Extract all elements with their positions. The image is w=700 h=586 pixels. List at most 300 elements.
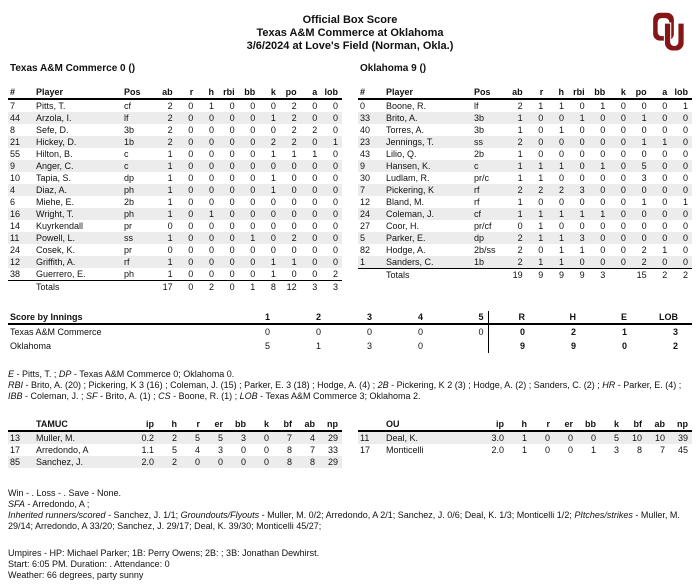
cell: pr/cf: [474, 221, 492, 231]
cell: 24: [360, 209, 371, 219]
cell: Anger, C.: [36, 161, 74, 171]
cell: 0: [291, 245, 297, 255]
cell: ph: [124, 269, 135, 279]
cell: 9: [527, 269, 548, 282]
column-header: TAMUC: [34, 418, 130, 431]
column-header: Score by Innings: [8, 311, 233, 324]
column-header: k: [600, 418, 623, 431]
column-header: ab: [506, 86, 527, 99]
cell: 0: [682, 113, 688, 123]
cell: 0: [240, 445, 246, 455]
cell: 5: [360, 233, 366, 243]
cell: 12: [10, 257, 21, 267]
cell: 0: [662, 185, 668, 195]
column-header: E: [590, 311, 641, 324]
cell: 0: [641, 149, 647, 159]
table-row: [8, 444, 342, 456]
cell: 0: [682, 185, 688, 195]
cell: 1: [558, 101, 564, 111]
column-header: #: [358, 86, 384, 99]
column-header: a: [651, 86, 672, 99]
cell: 0: [538, 197, 544, 207]
table-row: [358, 112, 692, 124]
note-line: Win - . Loss - . Save - None.: [8, 488, 122, 498]
ou-logo-icon: [650, 10, 686, 56]
cell: 17: [360, 445, 371, 455]
cell: 0: [682, 149, 688, 159]
cell: 15: [630, 269, 651, 282]
column-header: np: [669, 418, 692, 431]
cell: 2: [641, 245, 647, 255]
cell: 1: [270, 269, 276, 279]
cell: 1: [558, 161, 564, 171]
cell: Hickey, D.: [36, 137, 77, 147]
cell: c: [124, 149, 129, 159]
column-header: er: [554, 418, 577, 431]
cell: 1: [641, 113, 647, 123]
cell: 0: [188, 209, 194, 219]
home-pitching-table: [358, 418, 692, 456]
cell: 29: [327, 433, 338, 443]
cell: 0: [579, 149, 585, 159]
away-batting-table: [8, 86, 342, 293]
cell: [8, 281, 34, 294]
cell: 0: [620, 125, 626, 135]
cell: 1: [167, 233, 173, 243]
table-row: [358, 232, 692, 244]
cell: 0: [620, 221, 626, 231]
cell: 0: [312, 173, 318, 183]
cell: 0: [208, 161, 214, 171]
note-line: E - Pitts, T. ; DP - Texas A&M Commerce 0; Oklahoma 0.: [8, 369, 235, 379]
cell: 0: [312, 113, 318, 123]
column-header: lob: [671, 86, 692, 99]
cell: Arzola, I.: [36, 113, 72, 123]
cell: 5: [171, 445, 177, 455]
cell: 0: [208, 233, 214, 243]
column-header: ip: [130, 418, 158, 431]
cell: 1: [538, 221, 544, 231]
column-header: 2: [284, 311, 335, 324]
column-header: ip: [480, 418, 508, 431]
cell: 24: [10, 245, 21, 255]
cell: 3: [240, 433, 246, 443]
cell: 2: [517, 233, 523, 243]
cell: 0: [641, 101, 647, 111]
cell: Lilio, Q.: [386, 149, 417, 159]
cell: 1: [558, 257, 564, 267]
cell: 3: [589, 269, 610, 282]
cell: 0: [620, 113, 626, 123]
cell: 1: [517, 125, 523, 135]
cell: 2: [517, 245, 523, 255]
cell: 0: [641, 125, 647, 135]
cell: 0: [194, 457, 200, 467]
cell: Coleman, J.: [386, 209, 435, 219]
cell: [609, 269, 630, 282]
game-notes-mid: [0, 488, 700, 532]
cell: 0: [567, 445, 573, 455]
cell: 3b: [474, 113, 485, 123]
cell: 1: [558, 209, 564, 219]
cell: 12: [360, 197, 371, 207]
cell: 0: [620, 149, 626, 159]
date-venue: 3/6/2024 at Love's Field (Norman, Okla.): [246, 40, 454, 52]
cell: 0: [208, 125, 214, 135]
cell: 7: [309, 445, 315, 455]
column-header: np: [319, 418, 342, 431]
cell: 0: [682, 173, 688, 183]
column-header: 3: [335, 311, 386, 324]
cell: pr: [124, 221, 133, 231]
cell: 2: [291, 137, 297, 147]
cell: rf: [124, 257, 130, 267]
pitching-section: [0, 418, 700, 468]
cell: 55: [10, 149, 21, 159]
cell: 0: [662, 113, 668, 123]
cell: 0: [682, 209, 688, 219]
cell: 1.1: [141, 445, 154, 455]
cell: 9: [568, 269, 589, 282]
cell: 10: [654, 433, 665, 443]
header-row: [8, 86, 342, 99]
cell: 1: [291, 149, 297, 159]
cell: 0: [600, 221, 606, 231]
cell: 0: [332, 233, 338, 243]
cell: Totals: [384, 269, 472, 282]
column-header: Pos: [472, 86, 506, 99]
table-row: [358, 172, 692, 184]
home-team-header: Oklahoma 9 (): [360, 63, 427, 74]
table-row: [358, 256, 692, 269]
totals-row: [358, 269, 692, 282]
cell: 11: [360, 433, 370, 443]
cell: 2.0: [491, 445, 504, 455]
away-pitching-column: [8, 418, 342, 468]
cell: 5: [217, 433, 223, 443]
cell: 0: [188, 137, 194, 147]
cell: 2: [517, 257, 523, 267]
cell: 1: [558, 245, 564, 255]
cell: 9: [547, 269, 568, 282]
cell: ss: [474, 137, 483, 147]
cell: 0: [332, 209, 338, 219]
column-header: r: [181, 418, 204, 431]
cell: 0: [600, 245, 606, 255]
cell: 0: [662, 125, 668, 135]
away-team-header: Texas A&M Commerce 0 (): [10, 63, 136, 74]
column-header: bb: [577, 418, 600, 431]
column-header: ab: [296, 418, 319, 431]
cell: 2: [672, 341, 678, 351]
cell: 40: [360, 125, 371, 135]
cell: 0: [312, 101, 318, 111]
cell: 2: [641, 257, 647, 267]
note-line: Umpires - HP: Michael Parker; 1B: Perry Owens; 2B: ; 3B: Jonathan Dewhirst.: [8, 548, 320, 558]
cell: 0: [620, 257, 626, 267]
cell: 0: [558, 149, 564, 159]
column-header: R: [488, 311, 539, 324]
cell: 0: [270, 101, 276, 111]
cell: 0: [229, 101, 235, 111]
cell: 1: [167, 269, 173, 279]
cell: Miehe, E.: [36, 197, 75, 207]
cell: Tapia, S.: [36, 173, 72, 183]
cell: 0: [558, 113, 564, 123]
cell: 1: [600, 101, 606, 111]
cell: 0: [538, 149, 544, 159]
cell: 0: [291, 197, 297, 207]
cell: 0: [312, 197, 318, 207]
cell: 0: [188, 185, 194, 195]
cell: 0: [579, 257, 585, 267]
matchup-title: Texas A&M Commerce at Oklahoma: [256, 27, 444, 39]
cell: 2: [291, 113, 297, 123]
cell: 1: [538, 101, 544, 111]
column-header: h: [158, 418, 181, 431]
cell: 0: [229, 113, 235, 123]
cell: 0: [208, 149, 214, 159]
cell: 0: [229, 269, 235, 279]
table-row: [358, 136, 692, 148]
note-line: Start: 6:05 PM. Duration: . Attendance: 0: [8, 559, 170, 569]
cell: 0: [662, 149, 668, 159]
home-batting-column: [358, 53, 692, 281]
cell: 7: [659, 445, 665, 455]
cell: 44: [10, 113, 21, 123]
cell: 33: [360, 113, 371, 123]
cell: 2b: [474, 149, 485, 159]
cell: 0: [208, 113, 214, 123]
cell: 13: [10, 433, 21, 443]
table-row: [358, 444, 692, 456]
cell: 0: [250, 221, 256, 231]
table-row: [8, 184, 342, 196]
cell: 16: [10, 209, 21, 219]
cell: 0: [270, 245, 276, 255]
cell: 30: [360, 173, 371, 183]
cell: 33: [327, 445, 338, 455]
cell: 9: [360, 161, 366, 171]
cell: 0: [620, 233, 626, 243]
cell: 2: [312, 125, 318, 135]
cell: Coor, H.: [386, 221, 420, 231]
cell: 0: [558, 173, 564, 183]
table-row: [8, 172, 342, 184]
cell: 39: [677, 433, 688, 443]
cell: 5: [641, 161, 647, 171]
cell: 1: [621, 327, 627, 337]
column-header: Player: [34, 86, 122, 99]
cell: 0: [579, 173, 585, 183]
cell: 0: [240, 457, 246, 467]
column-header: #: [8, 86, 34, 99]
cell: Cosek, K.: [36, 245, 76, 255]
column-header: LOB: [641, 311, 692, 324]
cell: 1: [270, 257, 276, 267]
cell: 9: [10, 161, 16, 171]
cell: 0: [229, 221, 235, 231]
cell: 12: [280, 281, 301, 294]
column-header: bb: [239, 86, 260, 99]
cell: 82: [360, 245, 371, 255]
cell: 0: [579, 125, 585, 135]
away-pitching-table: [8, 418, 342, 468]
table-row: [8, 256, 342, 268]
column-header: bb: [227, 418, 250, 431]
cell: 0: [544, 433, 550, 443]
home-pitching-column: [358, 418, 692, 456]
cell: 0: [312, 245, 318, 255]
cell: 0: [177, 281, 198, 294]
cell: [437, 339, 488, 353]
cell: 0: [263, 445, 269, 455]
cell: 3: [321, 281, 342, 294]
cell: 1: [360, 257, 366, 267]
cell: 0: [590, 433, 596, 443]
column-header: ab: [156, 86, 177, 99]
column-header: h: [508, 418, 531, 431]
cell: 0: [641, 233, 647, 243]
cell: 0: [641, 221, 647, 231]
cell: 45: [677, 445, 688, 455]
cell: 1: [579, 245, 585, 255]
header-row: [358, 418, 692, 431]
cell: 0: [250, 101, 256, 111]
cell: Deal, K.: [386, 433, 419, 443]
cell: 0: [312, 221, 318, 231]
cell: 0: [208, 221, 214, 231]
column-header: po: [280, 86, 301, 99]
cell: 0: [600, 125, 606, 135]
cell: 0: [291, 173, 297, 183]
cell: 3: [579, 233, 585, 243]
cell: 0: [263, 433, 269, 443]
cell: 8: [309, 457, 315, 467]
cell: 0: [217, 457, 223, 467]
header-row: [8, 418, 342, 431]
cell: 7: [10, 101, 16, 111]
cell: [358, 269, 384, 282]
cell: 0: [270, 161, 276, 171]
column-header: er: [204, 418, 227, 431]
cell: 0: [291, 161, 297, 171]
cell: 0: [312, 161, 318, 171]
cell: 3: [672, 327, 678, 337]
cell: 1: [517, 161, 523, 171]
cell: 2: [517, 185, 523, 195]
cell: 1b: [124, 137, 135, 147]
cell: 1: [600, 209, 606, 219]
cell: 2: [570, 327, 576, 337]
cell: 0: [208, 137, 214, 147]
table-row: [358, 184, 692, 196]
cell: 0: [620, 209, 626, 219]
cell: 38: [10, 269, 21, 279]
cell: 0: [682, 221, 688, 231]
cell: 0: [332, 197, 338, 207]
cell: 0: [579, 161, 585, 171]
cell: c: [124, 161, 129, 171]
cell: 5: [613, 433, 619, 443]
cell: Jennings, T.: [386, 137, 434, 147]
cell: Hilton, B.: [36, 149, 73, 159]
cell: 0: [682, 245, 688, 255]
column-header: bb: [589, 86, 610, 99]
cell: 0: [662, 101, 668, 111]
cell: Pitts, T.: [36, 101, 66, 111]
cell: 0: [250, 257, 256, 267]
cell: Diaz, A.: [36, 185, 68, 195]
cell: 0: [188, 161, 194, 171]
column-header: [8, 418, 34, 431]
cell: 2: [558, 185, 564, 195]
cell: 1: [315, 341, 321, 351]
cell: 0: [662, 173, 668, 183]
column-header: po: [630, 86, 651, 99]
cell: 0: [600, 257, 606, 267]
cell: Pickering, K: [386, 185, 435, 195]
cell: 0: [600, 185, 606, 195]
cell: 0: [250, 245, 256, 255]
cell: Wright, T.: [36, 209, 74, 219]
cell: 0: [538, 245, 544, 255]
cell: 0: [188, 233, 194, 243]
cell: 1: [312, 149, 318, 159]
cell: 1: [641, 197, 647, 207]
cell: 8: [259, 281, 280, 294]
cell: 0: [291, 221, 297, 231]
column-header: h: [547, 86, 568, 99]
cell: 1: [517, 197, 523, 207]
cell: rf: [474, 197, 480, 207]
cell: 0: [229, 161, 235, 171]
table-row: [8, 160, 342, 172]
column-header: r: [527, 86, 548, 99]
cell: pr: [124, 245, 133, 255]
cell: 8: [10, 125, 16, 135]
cell: 0: [641, 185, 647, 195]
cell: 0: [250, 209, 256, 219]
cell: 1: [538, 161, 544, 171]
cell: 0: [567, 433, 573, 443]
cell: 1: [291, 257, 297, 267]
cell: 3: [366, 341, 372, 351]
cell: 0: [208, 269, 214, 279]
cell: 1: [579, 209, 585, 219]
cell: 1: [558, 233, 564, 243]
cell: 0: [250, 125, 256, 135]
cell: 1: [208, 101, 214, 111]
cell: 3b: [124, 125, 135, 135]
home-batting-table: [358, 86, 692, 281]
cell: 0: [250, 269, 256, 279]
cell: 2: [171, 457, 177, 467]
cell: Texas A&M Commerce: [10, 327, 102, 337]
cell: 1: [517, 113, 523, 123]
note-line: SFA - Arredondo, A ;: [8, 499, 90, 509]
cell: 1: [270, 149, 276, 159]
line-score-section: [0, 311, 700, 353]
cell: 0: [188, 269, 194, 279]
cell: 7: [360, 185, 366, 195]
cell: Guerrero, E.: [36, 269, 86, 279]
cell: Totals: [34, 281, 122, 294]
table-row: [358, 244, 692, 256]
cell: 2: [291, 125, 297, 135]
cell: 0: [417, 327, 423, 337]
cell: 0: [662, 197, 668, 207]
